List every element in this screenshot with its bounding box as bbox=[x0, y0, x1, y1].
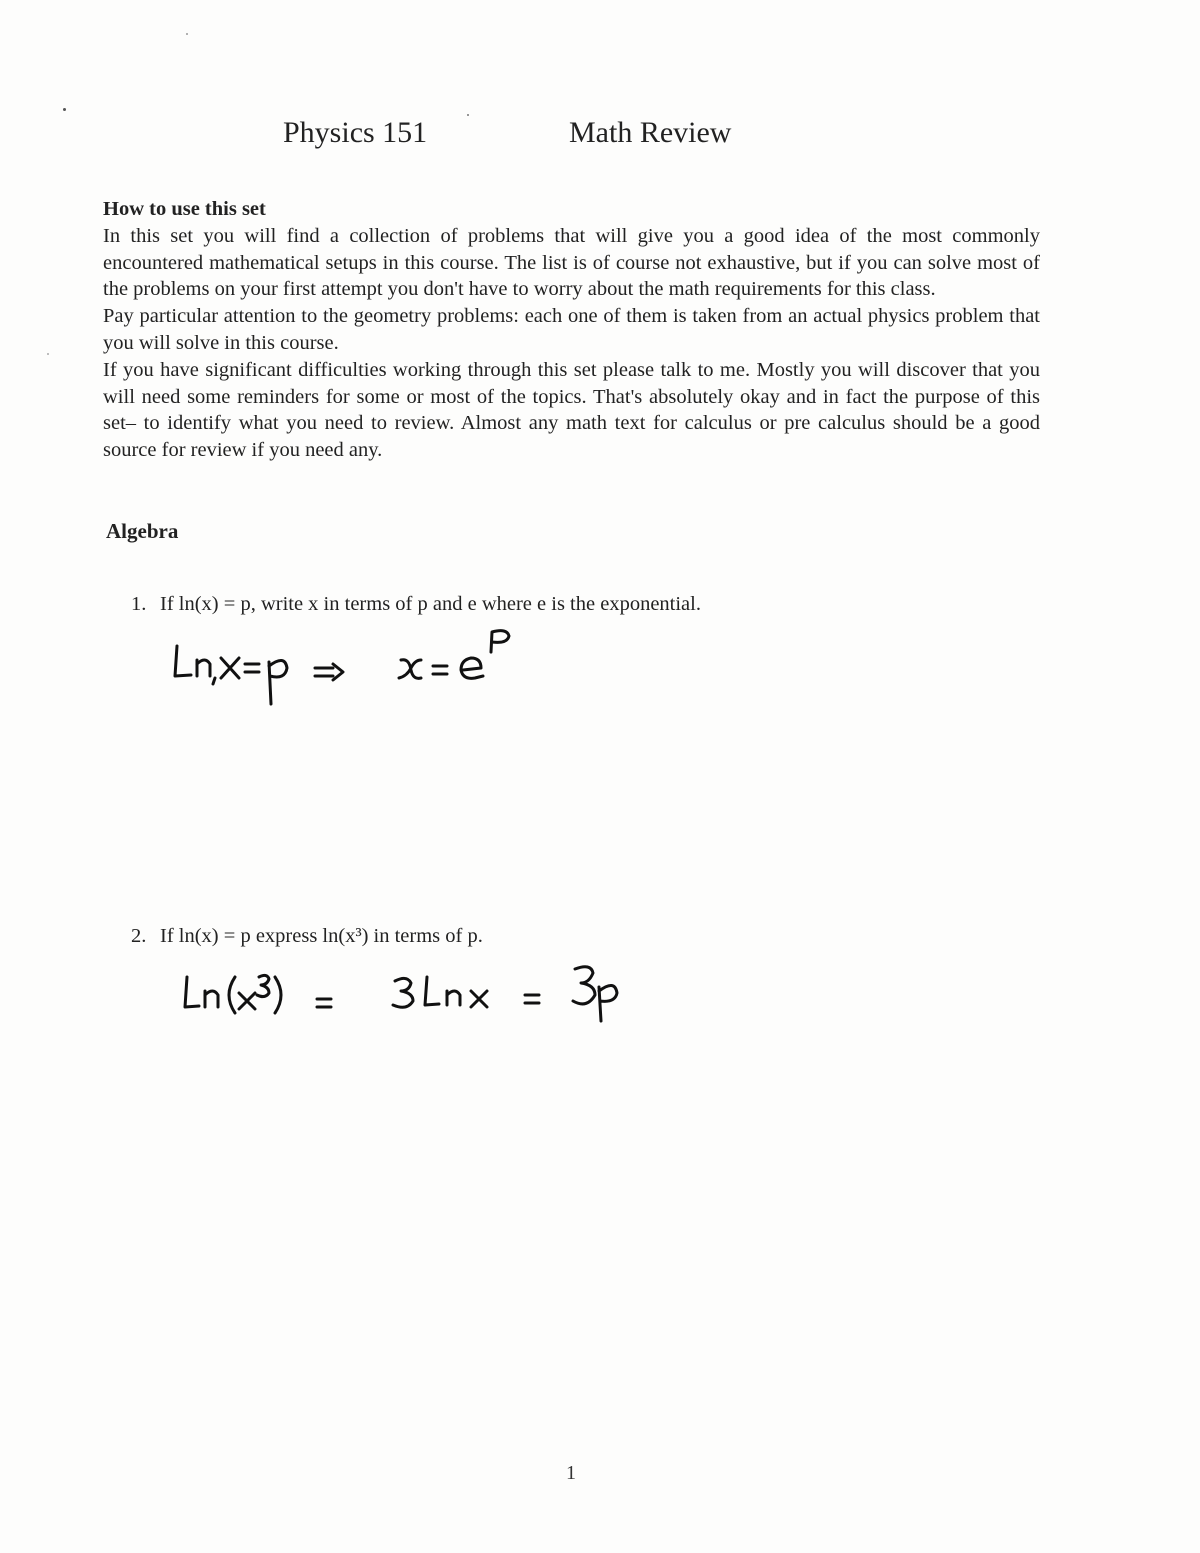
scan-speck bbox=[186, 33, 188, 35]
intro-section bbox=[103, 196, 1040, 464]
problem-number: 2. bbox=[131, 925, 147, 947]
problem-item bbox=[131, 925, 483, 948]
problem-item bbox=[131, 593, 701, 616]
intro-heading: How to use this set bbox=[103, 198, 266, 220]
section-title: Algebra bbox=[106, 519, 179, 543]
scan-speck bbox=[467, 114, 469, 116]
scan-speck bbox=[63, 108, 66, 111]
page-number: 1 bbox=[566, 1462, 576, 1484]
problem-text: If ln(x) = p express ln(x³) in terms of p. bbox=[160, 925, 483, 947]
document-title: Math Review bbox=[569, 116, 732, 149]
handwritten-answer-2 bbox=[175, 955, 645, 1025]
intro-paragraph: Pay particular attention to the geometry problems: each one of them is taken from an actual physics problem that you will solve in this course. bbox=[103, 305, 1040, 354]
intro-paragraph: If you have significant difficulties working through this set please talk to me. Mostly you will discover that you will need some reminders for some or most of the topics. That's absolutely okay and in fact the purpose of this set– to identify what you need to review. Almost any math text for calculus or pre calculus should be a good source for review if you need any. bbox=[103, 358, 1040, 462]
problem-number: 1. bbox=[131, 593, 147, 615]
scan-speck bbox=[47, 353, 49, 355]
intro-paragraph: In this set you will find a collection of problems that will give you a good idea of the most commonly encountered mathematical setups in this course. The list is of course not exhaustive, but if you can solve most of the problems on your first attempt you don't have to worry about the math requirements for this class. bbox=[103, 224, 1040, 301]
course-name: Physics 151 bbox=[283, 116, 428, 149]
handwritten-answer-1 bbox=[165, 620, 545, 710]
problem-text: If ln(x) = p, write x in terms of p and e where e is the exponential. bbox=[160, 593, 701, 615]
